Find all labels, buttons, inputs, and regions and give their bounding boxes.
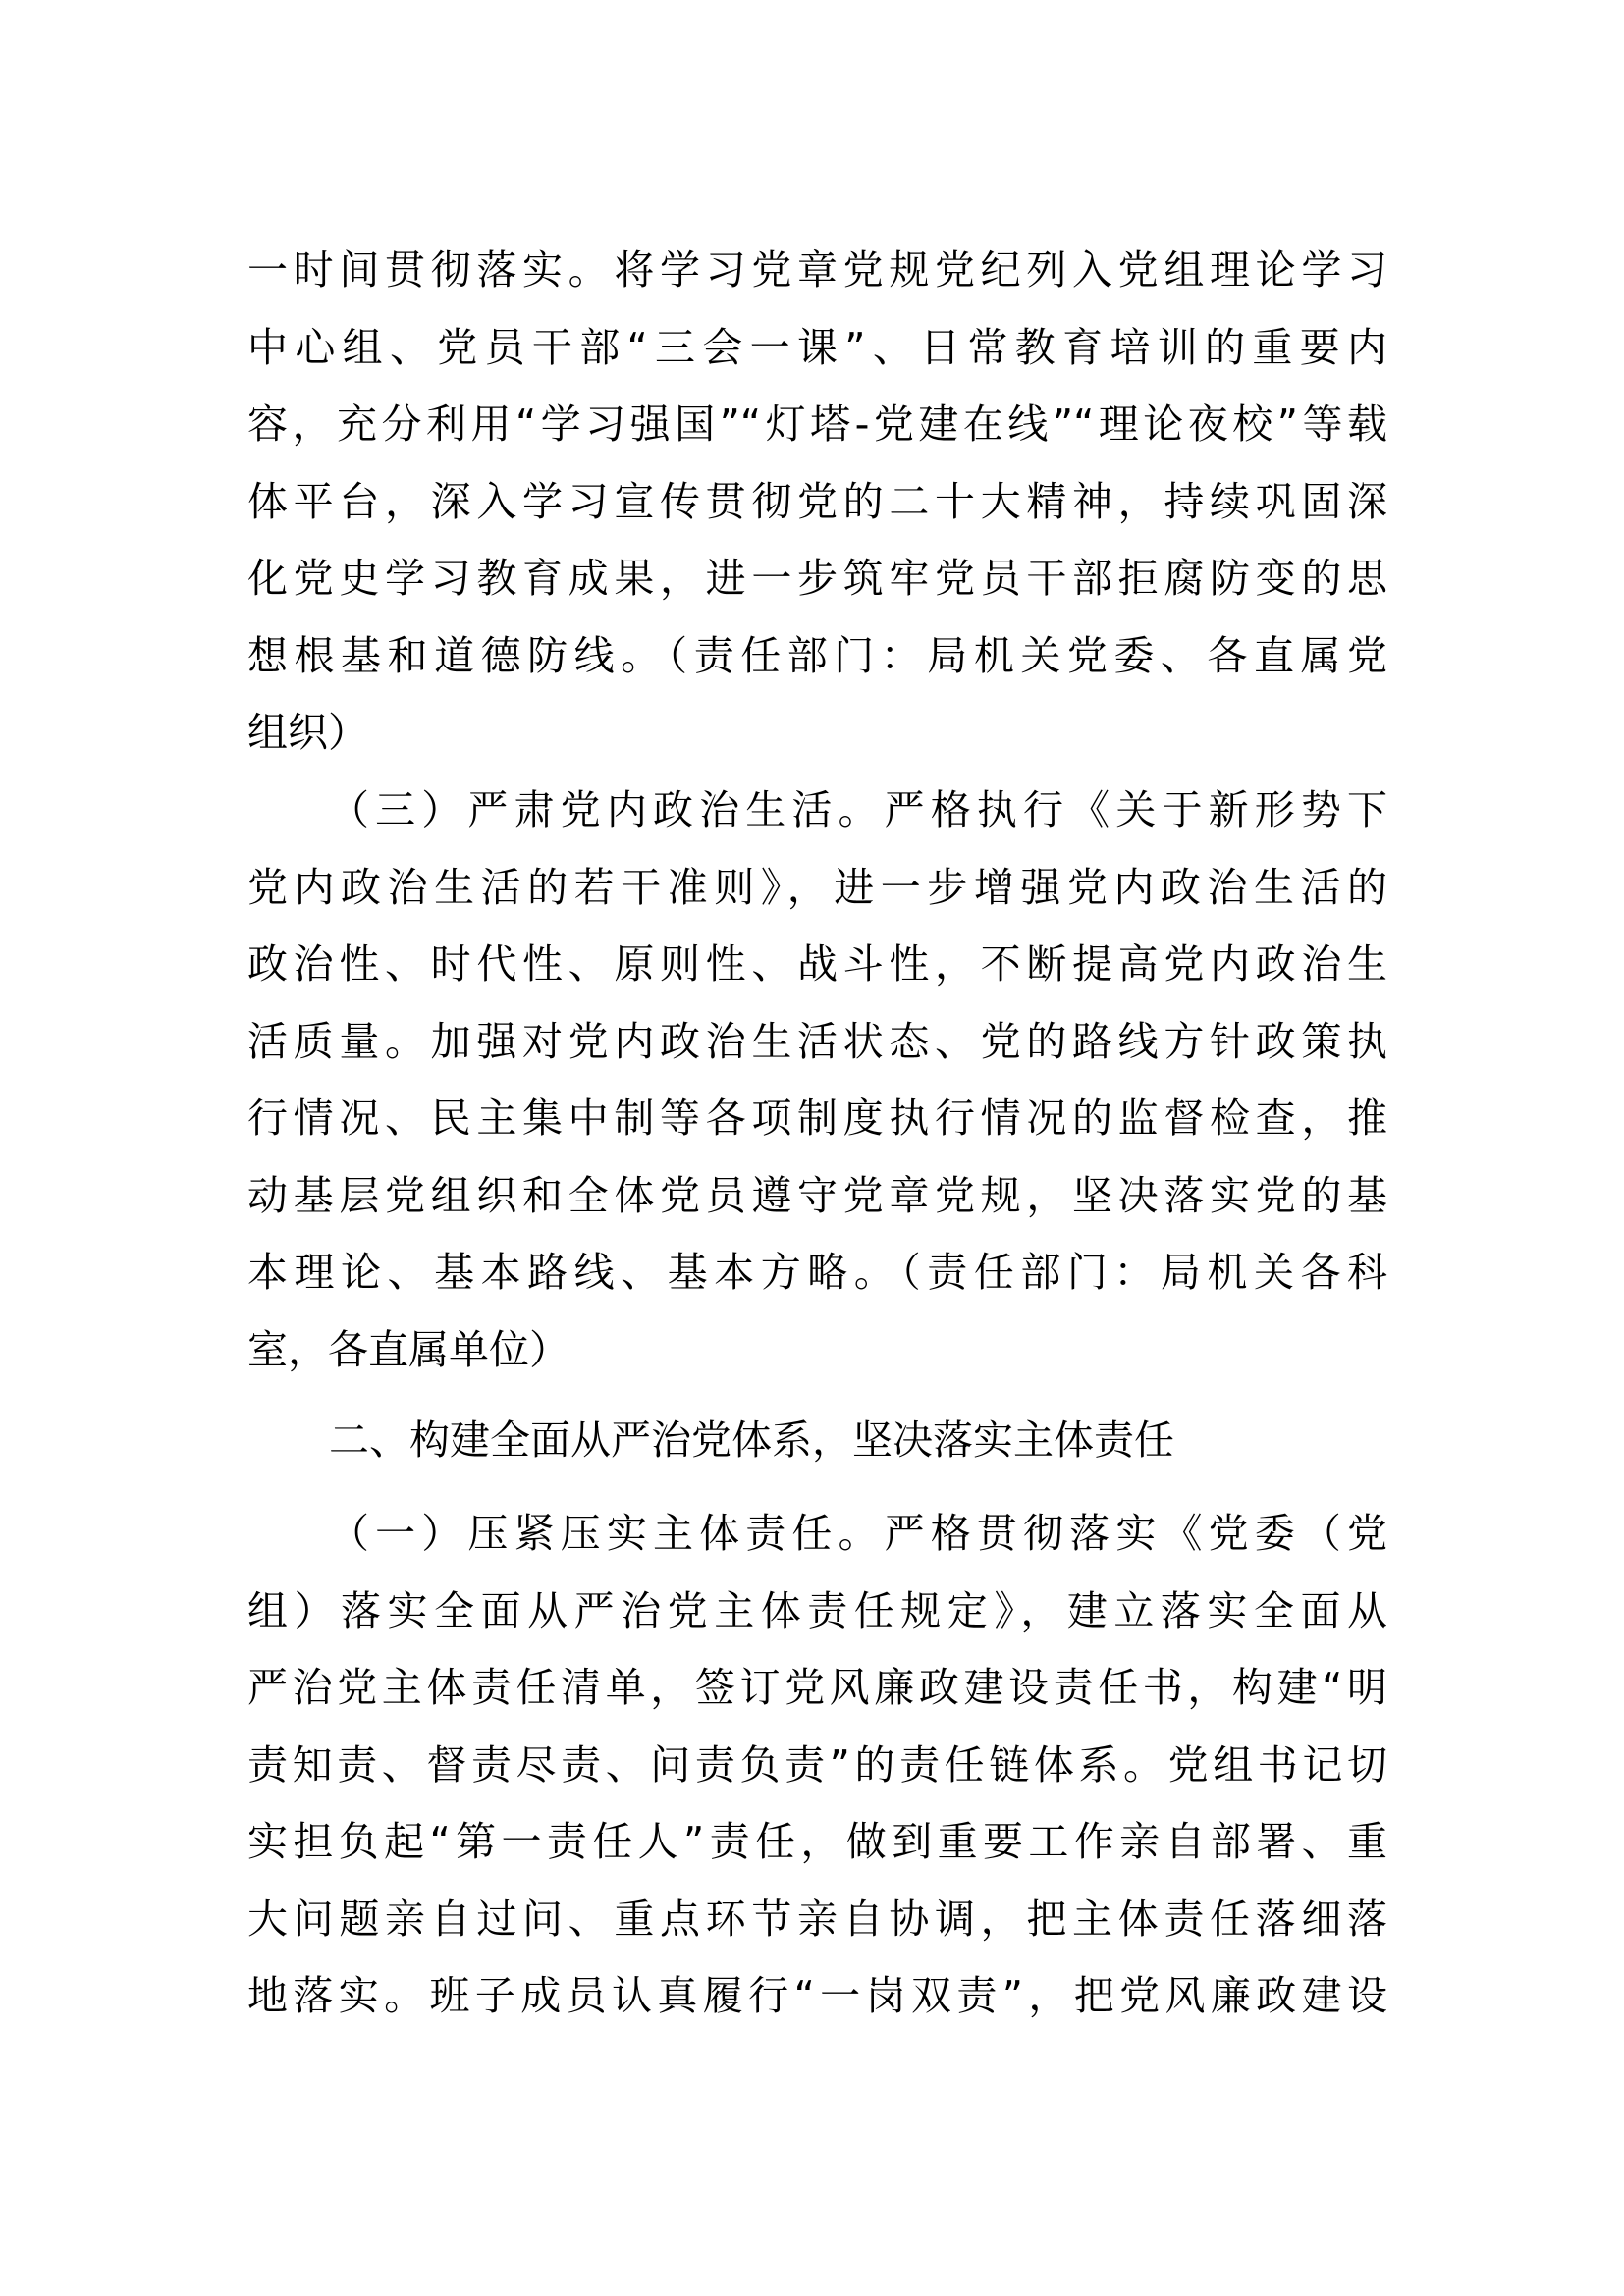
text-line: 行情况、民主集中制等各项制度执行情况的监督检查，推 (247, 1095, 1387, 1142)
text-line: 化党史学习教育成果，进一步筑牢党员干部拒腐防变的思 (247, 555, 1387, 602)
text-line: 活质量。加强对党内政治生活状态、党的路线方针政策执 (247, 1017, 1387, 1065)
text-line: 想根基和道德防线。（责任部门：局机关党委、各直属党 (247, 631, 1387, 679)
text-line: （三）严肃党内政治生活。严格执行《关于新形势下 (329, 786, 1387, 833)
text-line: 实担负起“第一责任人”责任，做到重要工作亲自部署、重 (247, 1818, 1387, 1865)
text-line: 政治性、时代性、原则性、战斗性，不断提高党内政治生 (247, 940, 1387, 988)
text-line: 责知责、督责尽责、问责负责”的责任链体系。党组书记切 (247, 1740, 1387, 1789)
text-line: 地落实。班子成员认真履行“一岗双责”，把党风廉政建设 (247, 1972, 1387, 2019)
text-line: 室，各直属单位） (247, 1325, 569, 1373)
text-line: 中心组、党员干部“三会一课”、日常教育培训的重要内 (247, 323, 1387, 371)
text-line: 党内政治生活的若干准则》，进一步增强党内政治生活的 (247, 863, 1387, 911)
text-line: （一）压紧压实主体责任。严格贯彻落实《党委（党 (329, 1510, 1387, 1557)
text-line: 本理论、基本路线、基本方略。（责任部门：局机关各科 (247, 1249, 1387, 1296)
text-line: 动基层党组织和全体党员遵守党章党规，坚决落实党的基 (247, 1171, 1387, 1219)
text-line: 容，充分利用“学习强国”“灯塔-党建在线”“理论夜校”等载 (247, 400, 1387, 448)
text-line: 组织） (247, 709, 368, 756)
text-line: 体平台，深入学习宣传贯彻党的二十大精神，持续巩固深 (247, 477, 1387, 525)
text-line: 大问题亲自过问、重点环节亲自协调，把主体责任落细落 (247, 1895, 1387, 1943)
text-line: 严治党主体责任清单，签订党风廉政建设责任书，构建“明 (247, 1664, 1387, 1711)
heading-text: 二、构建全面从严治党体系，坚决落实主体责任 (329, 1416, 1174, 1464)
text-line: 组）落实全面从严治党主体责任规定》，建立落实全面从 (247, 1586, 1387, 1634)
text-line: 一时间贯彻落实。将学习党章党规党纪列入党组理论学习 (247, 246, 1387, 294)
